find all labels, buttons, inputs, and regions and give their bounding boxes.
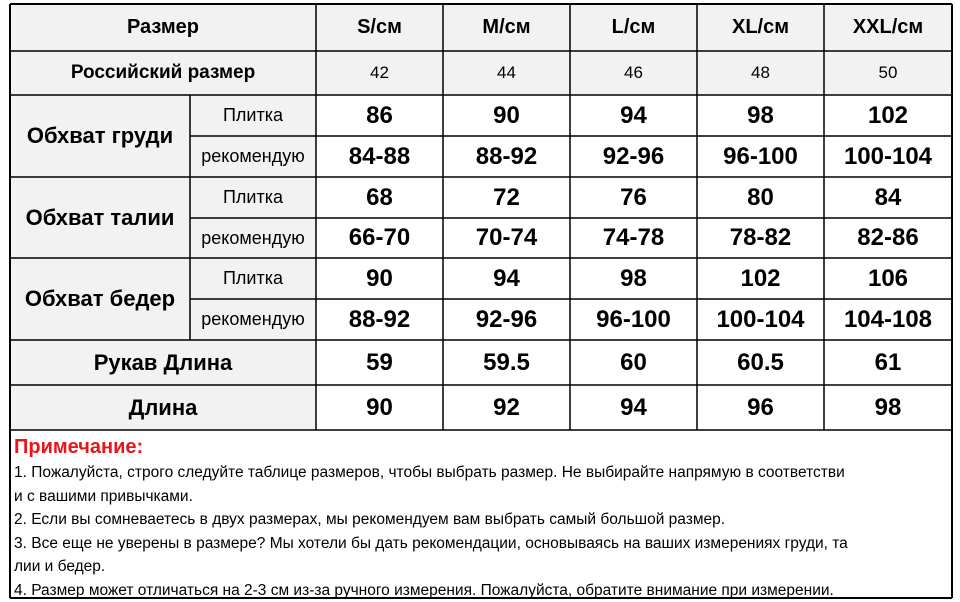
sleeve-length-value: 59.5 bbox=[483, 348, 530, 376]
measurement-value: 94 bbox=[493, 264, 520, 292]
measurement-value: 90 bbox=[366, 264, 393, 292]
note-line-6: 4. Размер может отличаться на 2-3 см из-за ручного измерения. Пожалуйста, обратите внимание при измерении. bbox=[14, 582, 834, 599]
measurement-value: 68 bbox=[366, 183, 393, 211]
measurement-value: 70-74 bbox=[475, 224, 538, 251]
length-label: Длина bbox=[128, 394, 198, 420]
size-column-header: S/см bbox=[357, 16, 402, 38]
russian-size-label: Российский размер bbox=[70, 62, 256, 83]
measurement-value: 90 bbox=[493, 101, 520, 129]
measurement-value: 88-92 bbox=[348, 305, 411, 333]
length-value: 90 bbox=[366, 393, 393, 421]
measurement-type-label: рекомендую bbox=[201, 227, 305, 248]
length-value: 94 bbox=[620, 393, 647, 421]
russian-size-value: 50 bbox=[878, 63, 898, 82]
sleeve-length-value: 60 bbox=[620, 348, 647, 376]
length-value: 92 bbox=[493, 393, 520, 421]
measurement-value: 80 bbox=[747, 183, 774, 211]
measurement-value: 76 bbox=[620, 183, 647, 211]
measurement-value: 96-100 bbox=[596, 305, 671, 333]
sleeve-length-value: 60.5 bbox=[737, 348, 784, 376]
measurement-value: 96-100 bbox=[723, 142, 798, 170]
russian-size-value: 48 bbox=[751, 63, 770, 82]
measurement-value: 94 bbox=[620, 101, 647, 129]
measurement-value: 102 bbox=[867, 101, 909, 129]
measurement-value: 78-82 bbox=[729, 224, 792, 251]
measurement-label: Обхват груди bbox=[26, 123, 174, 148]
measurement-type-label: рекомендую bbox=[201, 146, 305, 166]
measurement-value: 100-104 bbox=[716, 305, 805, 333]
size-column-header: M/см bbox=[482, 16, 531, 38]
notes-title: Примечание: bbox=[14, 436, 144, 458]
size-header-label: Размер bbox=[126, 16, 200, 38]
sleeve-length-value: 61 bbox=[874, 348, 902, 376]
measurement-value: 100-104 bbox=[843, 142, 933, 170]
length-value: 98 bbox=[874, 393, 902, 421]
measurement-value: 98 bbox=[620, 264, 647, 292]
sleeve-length-label: Рукав Длина bbox=[93, 349, 233, 375]
note-line-4: 3. Все еще не уверены в размере? Мы хотели бы дать рекомендации, основываясь на ваших измерениях груди, та bbox=[14, 535, 848, 552]
measurement-type-label: Плитка bbox=[222, 105, 284, 125]
measurement-value: 84-88 bbox=[348, 142, 411, 170]
measurement-value: 66-70 bbox=[348, 224, 411, 251]
measurement-value: 82-86 bbox=[857, 224, 919, 251]
measurement-type-label: Плитка bbox=[222, 268, 284, 288]
size-column-header: XL/см bbox=[731, 16, 790, 38]
measurement-value: 72 bbox=[493, 183, 520, 211]
length-value: 96 bbox=[747, 393, 774, 421]
measurement-value: 104-108 bbox=[843, 305, 933, 333]
measurement-value: 88-92 bbox=[475, 142, 538, 170]
measurement-value: 86 bbox=[366, 101, 393, 129]
measurement-value: 92-96 bbox=[602, 142, 665, 170]
note-line-2: и с вашими привычками. bbox=[14, 488, 193, 505]
measurement-value: 92-96 bbox=[475, 305, 538, 333]
measurement-value: 102 bbox=[740, 264, 781, 292]
measurement-value: 84 bbox=[874, 183, 902, 211]
note-line-5: лии и бедер. bbox=[14, 558, 106, 575]
measurement-type-label: рекомендую bbox=[201, 309, 305, 329]
russian-size-value: 46 bbox=[624, 63, 643, 82]
sleeve-length-value: 59 bbox=[366, 348, 393, 376]
measurement-value: 74-78 bbox=[602, 224, 665, 251]
note-line-1: 1. Пожалуйста, строго следуйте таблице размеров, чтобы выбрать размер. Не выбирайте напрямую в соответстви bbox=[14, 464, 845, 481]
measurement-type-label: Плитка bbox=[222, 187, 284, 207]
russian-size-value: 44 bbox=[497, 63, 516, 82]
size-column-header: XXL/см bbox=[852, 16, 924, 38]
measurement-label: Обхват бедер bbox=[24, 286, 176, 311]
measurement-value: 98 bbox=[747, 101, 774, 129]
russian-size-value: 42 bbox=[370, 63, 389, 82]
measurement-label: Обхват талии bbox=[25, 204, 175, 230]
note-line-3: 2. Если вы сомневаетесь в двух размерах, мы рекомендуем вам выбрать самый большой размер. bbox=[14, 511, 726, 528]
size-column-header: L/см bbox=[611, 16, 656, 38]
measurement-value: 106 bbox=[867, 264, 909, 292]
